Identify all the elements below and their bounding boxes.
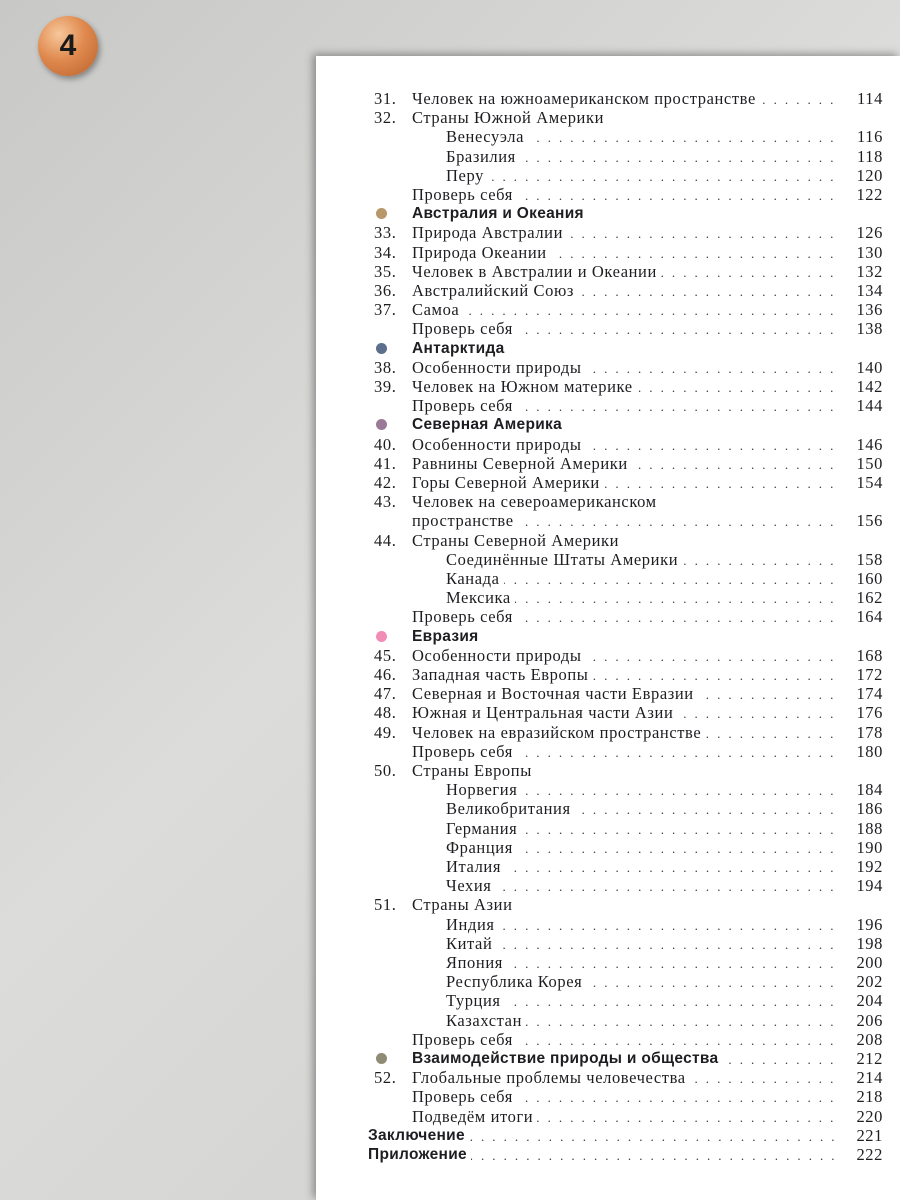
toc-entry-title: Перу xyxy=(446,166,488,185)
toc-entry xyxy=(316,665,900,684)
toc-entry-page: 184 xyxy=(841,780,883,799)
toc-entry xyxy=(316,972,900,991)
toc-entry-title: Заключение xyxy=(368,1126,469,1145)
toc-entry-title: Индия xyxy=(446,915,499,934)
toc-entry-title: Великобритания xyxy=(446,799,575,818)
toc-entry xyxy=(316,319,900,338)
toc-entry xyxy=(316,531,900,550)
toc-entry-page: 174 xyxy=(841,684,883,703)
section-bullet-icon xyxy=(376,1053,387,1064)
toc-entry xyxy=(316,300,900,319)
toc-entry xyxy=(316,569,900,588)
toc-entry-number: 44. xyxy=(374,530,397,550)
toc-entry-number: 35. xyxy=(374,261,397,281)
toc-entry-title: Проверь себя xyxy=(412,1030,517,1049)
toc-entry xyxy=(316,607,900,626)
toc-entry-title: Проверь себя xyxy=(412,742,517,761)
toc-entry xyxy=(316,895,900,914)
toc-entry-page: 126 xyxy=(841,223,883,242)
toc-entry-page: 134 xyxy=(841,281,883,300)
toc-entry-page: 176 xyxy=(841,703,883,722)
toc-entry xyxy=(316,1030,900,1049)
toc-entry-page: 190 xyxy=(841,838,883,857)
toc-entry-title: Соединённые Штаты Америки xyxy=(446,550,682,569)
toc-entry-number: 51. xyxy=(374,895,397,915)
toc-entry-page: 130 xyxy=(841,243,883,262)
toc-entry-title: Особенности природы xyxy=(412,358,586,377)
page-number: 4 xyxy=(59,29,77,62)
toc-entry-title: Особенности природы xyxy=(412,646,586,665)
toc-entry-page: 164 xyxy=(841,607,883,626)
toc-entry-title: Проверь себя xyxy=(412,607,517,626)
toc-entry-title: Япония xyxy=(446,953,507,972)
toc-entry-page: 138 xyxy=(841,319,883,338)
toc-entry-number: 48. xyxy=(374,703,397,723)
toc-entry xyxy=(316,550,900,569)
toc-entry xyxy=(316,646,900,665)
section-bullet-icon xyxy=(376,343,387,354)
section-bullet-icon xyxy=(376,208,387,219)
toc-entry-title: Человек в Австралии и Океании xyxy=(412,262,661,281)
toc-entry-title: Человек на евразийском пространстве xyxy=(412,723,705,742)
toc-entry-title: Казахстан xyxy=(446,1011,526,1030)
toc-entry-number: 34. xyxy=(374,242,397,262)
toc-entry-page: 196 xyxy=(841,915,883,934)
toc-entry xyxy=(316,89,900,108)
toc-entry-title: Проверь себя xyxy=(412,185,517,204)
toc-entry-page: 198 xyxy=(841,934,883,953)
toc-entry-number: 41. xyxy=(374,453,397,473)
toc-entry-title: Австралия и Океания xyxy=(412,204,588,223)
toc-entry-page: 208 xyxy=(841,1030,883,1049)
toc-section-heading xyxy=(316,339,900,358)
toc-entry-title: Горы Северной Америки xyxy=(412,473,604,492)
toc-entry xyxy=(316,1126,900,1145)
page-number-badge xyxy=(38,16,98,76)
toc-entry-page: 154 xyxy=(841,473,883,492)
toc-entry xyxy=(316,454,900,473)
book-page xyxy=(316,56,900,1200)
toc-entry xyxy=(316,799,900,818)
toc-entry-title: Проверь себя xyxy=(412,319,517,338)
section-bullet-icon xyxy=(376,419,387,430)
toc-entry-number: 50. xyxy=(374,761,397,780)
toc-entry xyxy=(316,1145,900,1164)
toc-entry-number: 32. xyxy=(374,108,397,128)
toc-entry-page: 212 xyxy=(841,1049,883,1068)
toc-entry-title: Северная и Восточная части Евразии xyxy=(412,684,698,703)
toc-entry-title: Страны Северной Америки xyxy=(412,531,623,550)
toc-section-heading xyxy=(316,627,900,646)
toc-entry xyxy=(316,243,900,262)
toc-entry-page: 180 xyxy=(841,742,883,761)
toc-entry-number: 36. xyxy=(374,281,397,300)
toc-entry-title: Проверь себя xyxy=(412,396,517,415)
toc-entry-title: Норвегия xyxy=(446,780,521,799)
toc-entry-page: 218 xyxy=(841,1087,883,1106)
toc-entry-page: 156 xyxy=(841,511,883,530)
toc-entry-page: 194 xyxy=(841,876,883,895)
dot-leader xyxy=(412,300,850,320)
toc-section-heading xyxy=(316,204,900,223)
toc-entry xyxy=(316,492,900,511)
dot-leader xyxy=(446,166,850,186)
dot-leader xyxy=(446,991,850,1011)
toc-entry-page: 221 xyxy=(841,1126,883,1145)
toc-entry xyxy=(316,511,900,530)
toc-entry-title: пространстве xyxy=(412,511,518,530)
toc-entry-title: Равнины Северной Америки xyxy=(412,454,632,473)
toc-entry-title: Приложение xyxy=(368,1145,471,1164)
toc-entry-page: 206 xyxy=(841,1011,883,1030)
toc-entry xyxy=(316,588,900,607)
toc-entry xyxy=(316,684,900,703)
toc-entry-page: 162 xyxy=(841,588,883,607)
toc-entry-number: 45. xyxy=(374,645,397,665)
toc-entry-title: Венесуэла xyxy=(446,127,528,146)
dot-leader xyxy=(446,876,850,896)
toc-entry-title: Республика Корея xyxy=(446,972,586,991)
toc-entry-page: 168 xyxy=(841,646,883,665)
toc-entry-title: Мексика xyxy=(446,588,515,607)
toc-entry-number: 46. xyxy=(374,665,397,684)
toc-entry-title: Страны Южной Америки xyxy=(412,108,608,127)
toc-entry xyxy=(316,127,900,146)
toc-entry-page: 204 xyxy=(841,991,883,1010)
toc-entry xyxy=(316,991,900,1010)
toc-entry xyxy=(316,185,900,204)
toc-entry-page: 144 xyxy=(841,396,883,415)
toc-entry-number: 37. xyxy=(374,300,397,320)
toc-entry-title: Китай xyxy=(446,934,496,953)
toc-entry xyxy=(316,166,900,185)
toc-entry xyxy=(316,281,900,300)
toc-entry xyxy=(316,857,900,876)
toc-entry-page: 160 xyxy=(841,569,883,588)
toc-entry-title: Чехия xyxy=(446,876,496,895)
toc-entry-page: 222 xyxy=(841,1145,883,1164)
toc-entry-title: Франция xyxy=(446,838,517,857)
section-bullet-icon xyxy=(376,631,387,642)
toc-entry xyxy=(316,838,900,857)
toc-entry-page: 214 xyxy=(841,1068,883,1087)
toc-entry-page: 114 xyxy=(841,89,883,108)
toc-entry xyxy=(316,262,900,281)
toc-entry xyxy=(316,819,900,838)
toc-entry-page: 192 xyxy=(841,857,883,876)
toc-entry-page: 188 xyxy=(841,819,883,838)
toc-entry xyxy=(316,1011,900,1030)
toc-entry-page: 120 xyxy=(841,166,883,185)
toc-entry-title: Глобальные проблемы человечества xyxy=(412,1068,690,1087)
toc-entry-title: Взаимодействие природы и общества xyxy=(412,1049,722,1068)
toc-entry-title: Евразия xyxy=(412,627,483,646)
toc-entry-title: Человек на южноамериканском пространстве xyxy=(412,89,760,108)
toc-entry-page: 142 xyxy=(841,377,883,396)
toc-entry xyxy=(316,396,900,415)
toc-entry xyxy=(316,1068,900,1087)
toc-entry xyxy=(316,934,900,953)
toc-entry-page: 116 xyxy=(841,127,883,146)
toc-entry-title: Природа Австралии xyxy=(412,223,567,242)
toc-entry xyxy=(316,742,900,761)
toc-section-heading xyxy=(316,1049,900,1068)
toc-entry-title: Проверь себя xyxy=(412,1087,517,1106)
toc-entry-page: 140 xyxy=(841,358,883,377)
toc-section-heading xyxy=(316,415,900,434)
toc-entry-page: 146 xyxy=(841,435,883,454)
toc-entry xyxy=(316,377,900,396)
toc-entry-number: 52. xyxy=(374,1068,397,1088)
toc-entry-title: Страны Европы xyxy=(412,761,536,780)
dot-leader xyxy=(446,569,850,589)
toc-entry-page: 172 xyxy=(841,665,883,684)
toc-entry-title: Германия xyxy=(446,819,521,838)
toc-entry-title: Человек на Южном материке xyxy=(412,377,637,396)
toc-entry xyxy=(316,435,900,454)
toc-entry-title: Страны Азии xyxy=(412,895,517,914)
toc-entry-page: 136 xyxy=(841,300,883,319)
toc-entry-title: Турция xyxy=(446,991,505,1010)
toc-entry-title: Северная Америка xyxy=(412,415,566,434)
toc-entry-page: 132 xyxy=(841,262,883,281)
toc-entry-page: 118 xyxy=(841,147,883,166)
toc-entry xyxy=(316,223,900,242)
toc-entry-page: 220 xyxy=(841,1107,883,1126)
toc-entry-page: 202 xyxy=(841,972,883,991)
toc-entry-number: 31. xyxy=(374,89,397,108)
toc-entry xyxy=(316,953,900,972)
toc-entry xyxy=(316,723,900,742)
toc-entry-page: 122 xyxy=(841,185,883,204)
toc-entry-title: Человек на североамериканском xyxy=(412,492,661,511)
toc-entry-title: Подведём итоги xyxy=(412,1107,537,1126)
toc-entry xyxy=(316,780,900,799)
toc-entry-number: 49. xyxy=(374,722,397,742)
toc-entry-number: 33. xyxy=(374,223,397,243)
toc-entry xyxy=(316,358,900,377)
toc-entry xyxy=(316,876,900,895)
toc-entry xyxy=(316,703,900,722)
toc-entry-title: Западная часть Европы xyxy=(412,665,592,684)
toc-entry-page: 200 xyxy=(841,953,883,972)
toc-entry xyxy=(316,761,900,780)
toc-entry-title: Природа Океании xyxy=(412,243,551,262)
toc-entry-number: 43. xyxy=(374,492,397,512)
toc-entry xyxy=(316,1107,900,1126)
toc-entry-title: Бразилия xyxy=(446,147,520,166)
toc-entry-number: 39. xyxy=(374,377,397,396)
toc-entry-title: Австралийский Союз xyxy=(412,281,578,300)
toc-entry xyxy=(316,108,900,127)
toc-entry xyxy=(316,147,900,166)
toc-entry-number: 47. xyxy=(374,684,397,704)
toc-entry xyxy=(316,1087,900,1106)
toc-entry-title: Канада xyxy=(446,569,504,588)
toc-entry-title: Италия xyxy=(446,857,505,876)
toc-entry-number: 38. xyxy=(374,357,397,377)
toc-entry-title: Южная и Центральная части Азии xyxy=(412,703,677,722)
dot-leader xyxy=(446,915,850,935)
toc-entry-title: Особенности природы xyxy=(412,435,586,454)
toc-entry-title: Самоа xyxy=(412,300,463,319)
dot-leader xyxy=(446,857,850,877)
toc-entry-page: 158 xyxy=(841,550,883,569)
toc-entry-page: 150 xyxy=(841,454,883,473)
dot-leader xyxy=(446,934,850,954)
toc-entry xyxy=(316,473,900,492)
toc-entry-number: 42. xyxy=(374,473,397,492)
toc-entry-page: 186 xyxy=(841,799,883,818)
toc-entry xyxy=(316,915,900,934)
toc-entry-page: 178 xyxy=(841,723,883,742)
toc-entry-number: 40. xyxy=(374,434,397,454)
toc-entry-title: Антарктида xyxy=(412,339,509,358)
